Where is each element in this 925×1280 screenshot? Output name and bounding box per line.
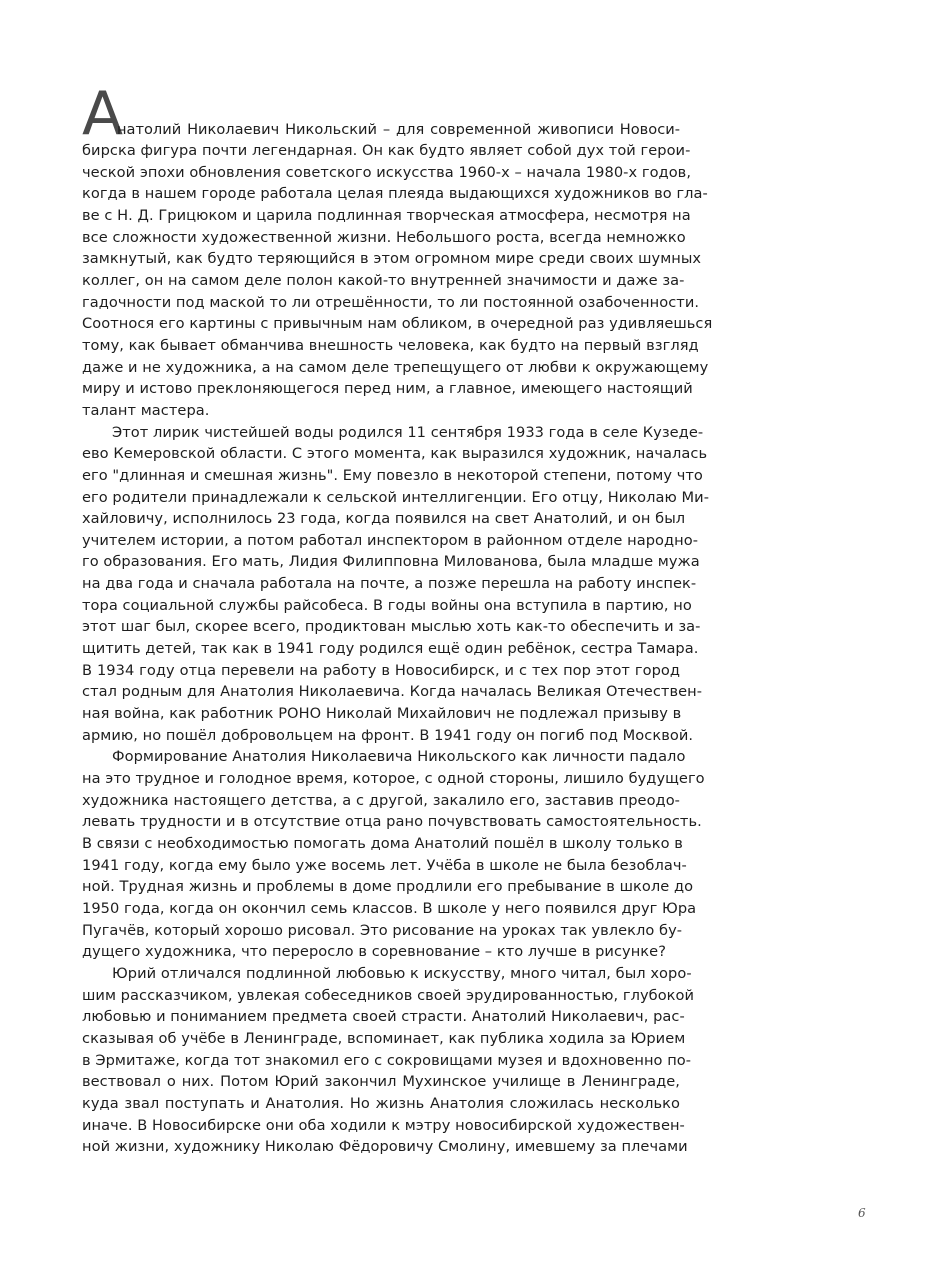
text-line: натолий Николаевич Никольский – для современной живописи Новоси- xyxy=(117,121,680,138)
text-line: когда в нашем городе работала целая плеяда выдающихся художников во гла- xyxy=(82,185,708,203)
article-body xyxy=(82,79,713,1158)
opening-line xyxy=(82,79,680,149)
text-line: в Эрмитаже, когда тот знакомил его с сокровищами музея и вдохновенно по- xyxy=(82,1051,692,1069)
text-line: миру и истово преклоняющегося перед ним, а главное, имеющего настоящий xyxy=(82,380,693,398)
text-line: этот шаг был, скорее всего, продиктован мыслью хоть как-то обеспечить и за- xyxy=(82,618,701,636)
text-line: на два года и сначала работала на почте, а позже перешла на работу инспек- xyxy=(82,575,697,593)
text-line: на это трудное и голодное время, которое, с одной стороны, лишило будущего xyxy=(82,770,705,788)
text-line: все сложности художественной жизни. Небольшого роста, всегда немножко xyxy=(82,228,686,246)
text-line: хайловичу, исполнилось 23 года, когда появился на свет Анатолий, и он был xyxy=(82,510,686,528)
text-line: 1950 года, когда он окончил семь классов. В школе у него появился друг Юра xyxy=(82,899,697,917)
text-line: щитить детей, так как в 1941 году родился ещё один ребёнок, сестра Тамара. xyxy=(82,640,699,658)
text-line: шим рассказчиком, увлекая собеседников своей эрудированностью, глубокой xyxy=(82,986,695,1004)
drop-cap: А xyxy=(82,79,124,149)
text-line: замкнутый, как будто теряющийся в этом огромном мире среди своих шумных xyxy=(82,250,702,268)
text-line: ево Кемеровской области. С этого момента, как выразился художник, началась xyxy=(82,445,708,463)
text-line: 1941 году, когда ему было уже восемь лет. Учёба в школе не была безоблач- xyxy=(82,856,687,874)
text-line: тому, как бывает обманчива внешность человека, как будто на первый взгляд xyxy=(82,336,699,354)
text-line: го образования. Его мать, Лидия Филипповна Милованова, была младше мужа xyxy=(82,553,700,571)
text-line: В связи с необходимостью помогать дома Анатолий пошёл в школу только в xyxy=(82,835,683,852)
text-line: Пугачёв, который хорошо рисовал. Это рисование на уроках так увлекло бу- xyxy=(82,921,683,939)
text-line: ной жизни, художнику Николаю Фёдоровичу Смолину, имевшему за плечами xyxy=(82,1138,688,1156)
text-line: тора социальной службы райсобеса. В годы войны она вступила в партию, но xyxy=(82,596,692,614)
text-line: левать трудности и в отсутствие отца рано почувствовать самостоятельность. xyxy=(82,813,702,831)
text-line: Формирование Анатолия Николаевича Никольского как личности падало xyxy=(112,748,686,766)
text-line: даже и не художника, а на самом деле трепещущего от любви к окружающему xyxy=(82,358,709,376)
text-line: ная война, как работник РОНО Николай Михайлович не подлежал призыву в xyxy=(82,705,682,723)
text-line: его "длинная и смешная жизнь". Ему повезло в некоторой степени, потому что xyxy=(82,466,703,484)
text-line: армию, но пошёл добровольцем на фронт. В 1941 году он погиб под Москвой. xyxy=(82,726,694,744)
text-line: его родители принадлежали к сельской интеллигенции. Его отцу, Николаю Ми- xyxy=(82,488,710,506)
text-line: дущего художника, что переросло в соревнование – кто лучше в рисунке? xyxy=(82,943,666,961)
text-line: сказывая об учёбе в Ленинграде, вспоминает, как публика ходила за Юрием xyxy=(82,1029,686,1047)
text-line: стал родным для Анатолия Николаевича. Когда началась Великая Отечествен- xyxy=(82,683,703,701)
text-line: Соотнося его картины с привычным нам обликом, в очередной раз удивляешься xyxy=(82,315,713,333)
text-line: художника настоящего детства, а с другой, закалило его, заставив преодо- xyxy=(82,791,680,809)
text-line: коллег, он на самом деле полон какой-то внутренней значимости и даже за- xyxy=(82,271,685,289)
text-line: вествовал о них. Потом Юрий закончил Мухинское училище в Ленинграде, xyxy=(82,1073,680,1091)
text-line: В 1934 году отца перевели на работу в Новосибирск, и с тех пор этот город xyxy=(82,661,680,679)
text-line: Этот лирик чистейшей воды родился 11 сентября 1933 года в селе Кузеде- xyxy=(112,423,704,441)
page-number: 6 xyxy=(858,1206,866,1220)
text-line: ной. Трудная жизнь и проблемы в доме продлили его пребывание в школе до xyxy=(82,878,694,896)
text-line: бирска фигура почти легендарная. Он как будто являет собой дух той герои- xyxy=(82,142,691,159)
text-line: талант мастера. xyxy=(82,401,210,419)
text-line: Юрий отличался подлинной любовью к искусству, много читал, был хоро- xyxy=(112,964,692,982)
text-line: учителем истории, а потом работал инспектором в районном отделе народно- xyxy=(82,531,699,549)
text-line: ческой эпохи обновления советского искусства 1960-х – начала 1980-х годов, xyxy=(82,163,692,181)
text-line: иначе. В Новосибирске они оба ходили к мэтру новосибирской художествен- xyxy=(82,1116,685,1134)
text-line: куда звал поступать и Анатолия. Но жизнь Анатолия сложилась несколько xyxy=(82,1094,680,1112)
text-line: ве с Н. Д. Грицюком и царила подлинная творческая атмосфера, несмотря на xyxy=(82,206,691,224)
text-lines xyxy=(82,140,713,1158)
text-line: гадочности под маской то ли отрешённости, то ли постоянной озабоченности. xyxy=(82,293,700,311)
text-line: любовью и пониманием предмета своей страсти. Анатолий Николаевич, рас- xyxy=(82,1008,685,1026)
